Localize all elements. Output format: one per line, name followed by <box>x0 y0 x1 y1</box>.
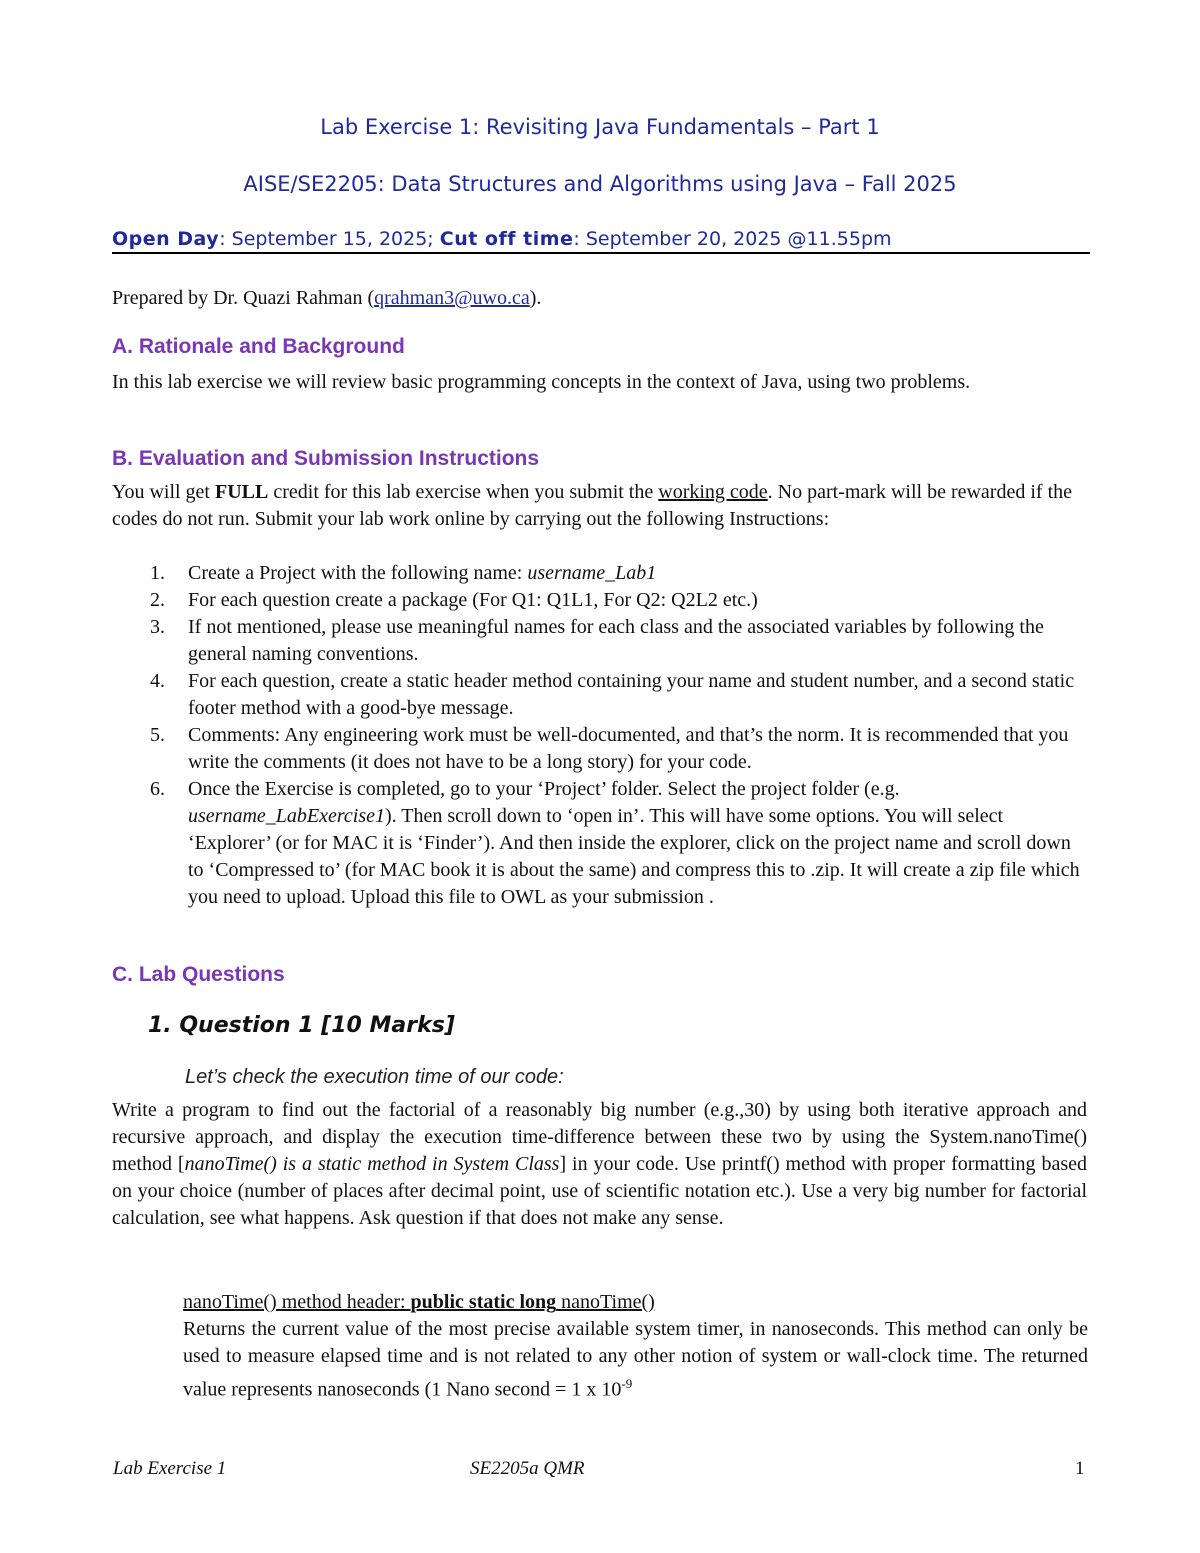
document-title: Lab Exercise 1: Revisiting Java Fundamentals – Part 1 <box>320 115 880 139</box>
open-day-line <box>112 228 1090 254</box>
intro-part-1: You will get <box>112 481 215 503</box>
step-item <box>150 587 1080 614</box>
section-c-heading: C. Lab Questions <box>112 963 285 986</box>
cutoff-value: : September 20, 2025 @11.55pm <box>573 228 892 250</box>
intro-underline: working code <box>658 481 768 503</box>
cutoff-label: Cut off time <box>439 228 574 250</box>
intro-part-2: credit for this lab exercise when you submit the <box>268 481 659 503</box>
open-day-label: Open Day <box>112 228 220 250</box>
section-b-intro <box>112 479 1092 533</box>
intro-bold: FULL <box>215 481 269 503</box>
question-1-title: 1. Question 1 [10 Marks] <box>148 1013 455 1038</box>
step-text: Once the Exercise is completed, go to your ‘Project’ folder. Select the project folder (e.g. <box>188 778 900 800</box>
step-italic: username_Lab1 <box>527 562 657 584</box>
prepared-by <box>112 285 1092 312</box>
step-number: 4. <box>150 670 165 692</box>
nano-header-label: nanoTime() method header: <box>183 1291 411 1313</box>
author-email-link[interactable]: qrahman3@uwo.ca <box>374 287 530 309</box>
open-day-value: : September 15, 2025; <box>219 228 434 250</box>
q-text-1: Write a program to find out the factorial of a reasonably big number (e.g.,30) by using both iterative approach and recursive approach, and display the execution time-difference between these two by using the System.nanoTime() method [ <box>112 1099 1087 1175</box>
step-text: If not mentioned, please use meaningful names for each class and the associated variables by following the general naming conventions. <box>188 616 1044 665</box>
nanotime-header <box>183 1289 1088 1316</box>
step-number: 2. <box>150 589 165 611</box>
step-item <box>150 776 1080 911</box>
step-item <box>150 560 1080 587</box>
question-1-text <box>112 1097 1087 1232</box>
nano-header-tail: nanoTime() <box>556 1291 655 1313</box>
prepared-suffix: ). <box>529 287 542 309</box>
q-text-2: ] in your code. Use printf() method with proper formatting based on your choice (number of places after decimal point, use of scientific notation etc.). Use a very big number for factorial calculation, see what happens. Ask question if that does not make any sense. <box>112 1153 1087 1229</box>
step-number: 5. <box>150 724 165 746</box>
q-text-italic: nanoTime() is a static method in System Class <box>184 1153 560 1175</box>
step-item <box>150 722 1080 776</box>
submission-steps <box>150 560 1080 911</box>
step-item <box>150 668 1080 722</box>
section-b-heading: B. Evaluation and Submission Instructions <box>112 447 540 470</box>
question-1-subtitle: Let’s check the execution time of our code: <box>185 1066 564 1088</box>
prepared-prefix: Prepared by Dr. Quazi Rahman ( <box>112 287 375 309</box>
step-italic: username_LabExercise1 <box>188 805 385 827</box>
footer-center: SE2205a QMR <box>470 1458 585 1479</box>
step-text: Create a Project with the following name: <box>188 562 528 584</box>
nano-desc: Returns the current value of the most precise available system timer, in nanoseconds. This method can only be used to measure elapsed time and is not related to any other notion of system or wall-clock time. The returned value represents nanoseconds (1 Nano second = 1 x 10 <box>183 1318 1088 1401</box>
section-a-heading: A. Rationale and Background <box>112 335 405 358</box>
footer-left: Lab Exercise 1 <box>113 1458 227 1479</box>
step-item <box>150 614 1080 668</box>
step-text: Comments: Any engineering work must be well-documented, and that’s the norm. It is recommended that you write the comments (it does not have to be a long story) for your code. <box>188 724 1069 773</box>
step-number: 3. <box>150 616 165 638</box>
intro-part-3: . No part-mark will be rewarded if the codes do not run. Submit your lab work online by carrying out the following Instructions: <box>112 481 1072 530</box>
step-number: 6. <box>150 778 165 800</box>
section-a-text: In this lab exercise we will review basic programming concepts in the context of Java, using two problems. <box>112 371 971 393</box>
page-number: 1 <box>1075 1458 1085 1479</box>
course-title: AISE/SE2205: Data Structures and Algorithms using Java – Fall 2025 <box>243 172 957 196</box>
step-text: For each question create a package (For Q1: Q1L1, For Q2: Q2L2 etc.) <box>188 589 758 611</box>
step-text-tail: ). Then scroll down to ‘open in’. This will have some options. You will select ‘Explorer’ (or for MAC it is ‘Finder’). And then inside the explorer, click on the project name and scroll down to ‘Compressed to’ (for MAC book it is about the same) and compress this to .zip. It will create a zip file which you need to upload. Upload this file to OWL as your submission . <box>188 805 1080 908</box>
nano-exponent: -9 <box>621 1376 633 1391</box>
step-text: For each question, create a static header method containing your name and student number, and a second static footer method with a good-bye message. <box>188 670 1075 719</box>
nanotime-description <box>183 1316 1088 1404</box>
nano-header-bold: public static long <box>410 1291 557 1313</box>
step-number: 1. <box>150 562 165 584</box>
